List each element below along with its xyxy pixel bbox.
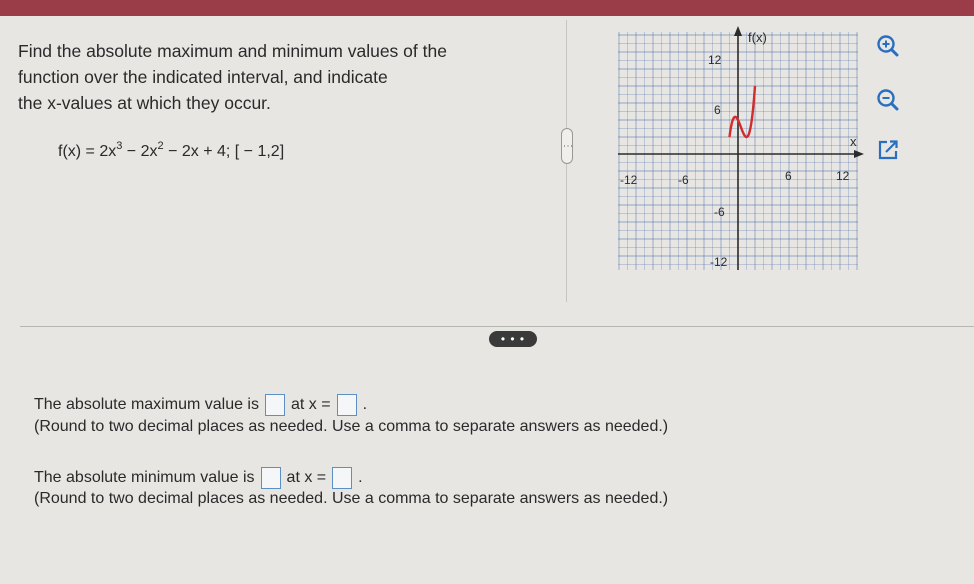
- exponent-2: 2: [157, 140, 164, 152]
- max-rounding-note: (Round to two decimal places as needed. Use a comma to separate answers as needed.): [34, 418, 669, 435]
- question-text: [18, 38, 538, 116]
- max-suffix: .: [362, 396, 368, 413]
- min-suffix: .: [358, 469, 363, 486]
- min-mid: at x =: [286, 469, 327, 486]
- max-mid: at x =: [290, 396, 331, 413]
- y-axis-arrow: [734, 26, 742, 36]
- top-bar: [0, 0, 974, 16]
- max-value-input[interactable]: [265, 394, 285, 416]
- tick-label-y-neg6: -6: [714, 205, 725, 219]
- function-mid: − 2x: [122, 143, 158, 160]
- function-prefix: f(x) = 2x: [58, 143, 117, 160]
- zoom-in-icon: [875, 33, 901, 59]
- max-answer-line: [34, 394, 367, 416]
- more-options-button[interactable]: [489, 331, 537, 347]
- question-line-1: Find the absolute maximum and minimum values of the: [18, 41, 447, 61]
- x-axis-arrow: [854, 150, 864, 158]
- tick-label-x-12: 12: [836, 169, 850, 183]
- tick-label-x-neg12: -12: [620, 173, 638, 187]
- max-x-input[interactable]: [337, 394, 357, 416]
- zoom-in-button[interactable]: [870, 28, 906, 64]
- tick-label-y-neg12: -12: [710, 255, 728, 269]
- max-prefix: The absolute maximum value is: [34, 396, 259, 413]
- popout-button[interactable]: [870, 132, 906, 168]
- y-axis-label: f(x): [748, 30, 767, 45]
- question-line-3: the x-values at which they occur.: [18, 93, 271, 113]
- section-divider: [20, 326, 974, 327]
- min-answer-line: [34, 467, 363, 489]
- more-button-label: • • •: [500, 332, 526, 346]
- external-link-icon: [875, 137, 901, 163]
- graph-axes: [618, 26, 864, 270]
- tick-label-y-12: 12: [708, 53, 722, 67]
- min-rounding-note: (Round to two decimal places as needed. Use a comma to separate answers as needed.): [34, 490, 669, 507]
- min-value-input[interactable]: [261, 467, 281, 489]
- function-suffix: − 2x + 4; [ − 1,2]: [163, 143, 285, 160]
- function-graph: [610, 24, 866, 274]
- exponent-3: 3: [116, 140, 123, 152]
- zoom-out-icon: [875, 87, 901, 113]
- tick-label-x-neg6: -6: [678, 173, 689, 187]
- tick-label-x-6: 6: [785, 169, 792, 183]
- min-prefix: The absolute minimum value is: [34, 469, 255, 486]
- tick-label-y-6: 6: [714, 103, 721, 117]
- x-axis-label: x: [850, 134, 857, 149]
- drag-dots-icon: ⋮: [562, 141, 573, 151]
- resize-handle[interactable]: [561, 128, 573, 164]
- zoom-out-button[interactable]: [870, 82, 906, 118]
- function-expression: [58, 140, 284, 161]
- question-line-2: function over the indicated interval, and indicate: [18, 67, 388, 87]
- min-x-input[interactable]: [332, 467, 352, 489]
